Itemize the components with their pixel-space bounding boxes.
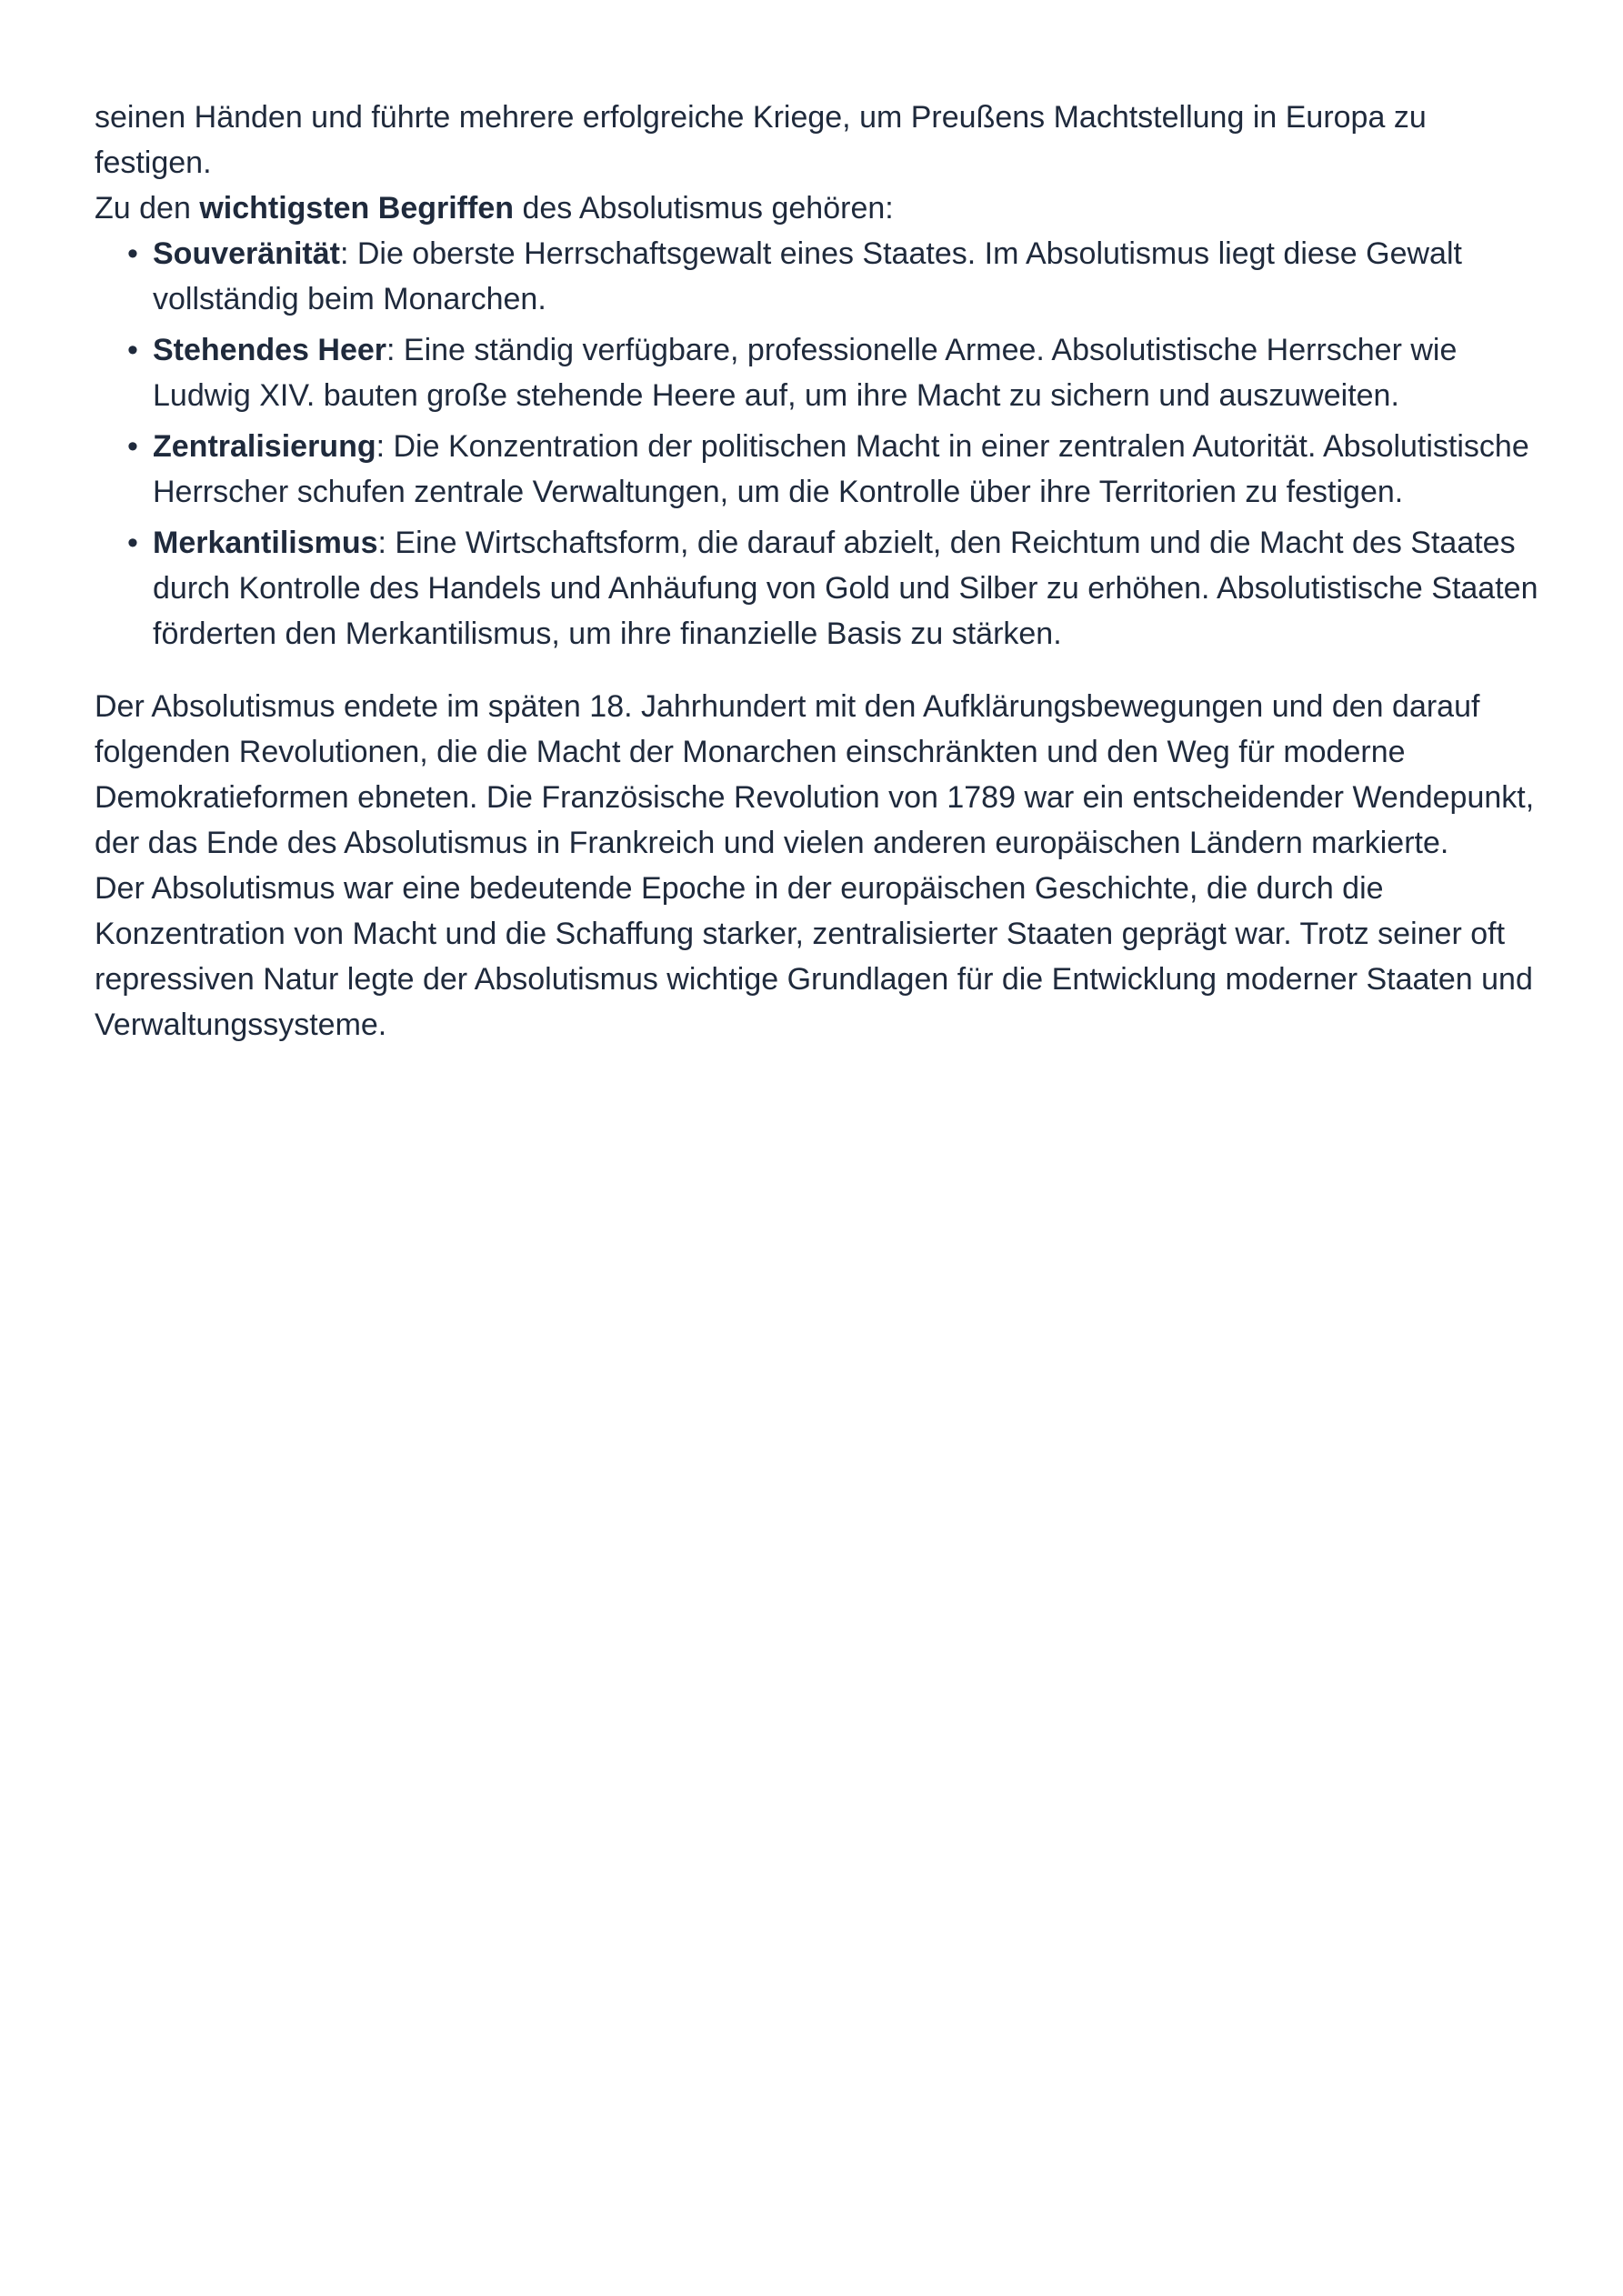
bullet-icon: • xyxy=(127,429,138,464)
terms-list xyxy=(95,231,1549,657)
terms-intro xyxy=(95,185,1549,231)
bullet-icon: • xyxy=(127,333,138,367)
term-title: Merkantilismus xyxy=(153,526,378,560)
list-item xyxy=(95,424,1549,515)
term-definition: : Eine ständig verfügbare, professionelle Armee. Absolutistische Herrscher wie Ludwig XIV. bauten große stehende Heere auf, um ihre Macht zu sichern und auszuweiten. xyxy=(153,333,1458,413)
terms-intro-suffix: des Absolutismus gehören: xyxy=(514,191,894,226)
intro-paragraph: seinen Händen und führte mehrere erfolgreiche Kriege, um Preußens Machtstellung in Europa zu festigen. xyxy=(95,100,1427,180)
terms-intro-prefix: Zu den xyxy=(95,191,200,226)
term-title: Souveränität xyxy=(153,236,340,271)
term-title: Stehendes Heer xyxy=(153,333,386,367)
list-item xyxy=(95,520,1549,657)
term-title: Zentralisierung xyxy=(153,429,376,464)
end-paragraph: Der Absolutismus endete im späten 18. Jahrhundert mit den Aufklärungsbewegungen und den darauf folgenden Revolutionen, die die Macht der Monarchen einschränkten und den Weg für moderne Demokratieformen ebneten. Die Französische Revolution von 1789 war ein entscheidender Wendepunkt, der das Ende des Absolutismus in Frankreich und vielen anderen europäischen Ländern markierte. xyxy=(95,689,1535,860)
document-page xyxy=(95,95,1549,1048)
term-definition: : Die oberste Herrschaftsgewalt eines Staates. Im Absolutismus liegt diese Gewalt vollständig beim Monarchen. xyxy=(153,236,1462,316)
term-definition: : Die Konzentration der politischen Macht in einer zentralen Autorität. Absolutistische Herrscher schufen zentrale Verwaltungen, um die Kontrolle über ihre Territorien zu festigen. xyxy=(153,429,1529,509)
list-item xyxy=(95,327,1549,418)
term-definition: : Eine Wirtschaftsform, die darauf abzielt, den Reichtum und die Macht des Staates durch Kontrolle des Handels und Anhäufung von Gold und Silber zu erhöhen. Absolutistische Staaten förderten den Merkantilismus, um ihre finanzielle Basis zu stärken. xyxy=(153,526,1538,651)
terms-intro-bold: wichtigsten Begriffen xyxy=(199,191,515,226)
bullet-icon: • xyxy=(127,526,138,560)
list-item xyxy=(95,231,1549,322)
bullet-icon: • xyxy=(127,236,138,271)
summary-paragraph: Der Absolutismus war eine bedeutende Epoche in der europäischen Geschichte, die durch die Konzentration von Macht und die Schaffung starker, zentralisierter Staaten geprägt war. Trotz seiner oft repressiven Natur legte der Absolutismus wichtige Grundlagen für die Entwicklung moderner Staaten und Verwaltungssysteme. xyxy=(95,871,1533,1042)
section-gap xyxy=(95,657,1549,684)
